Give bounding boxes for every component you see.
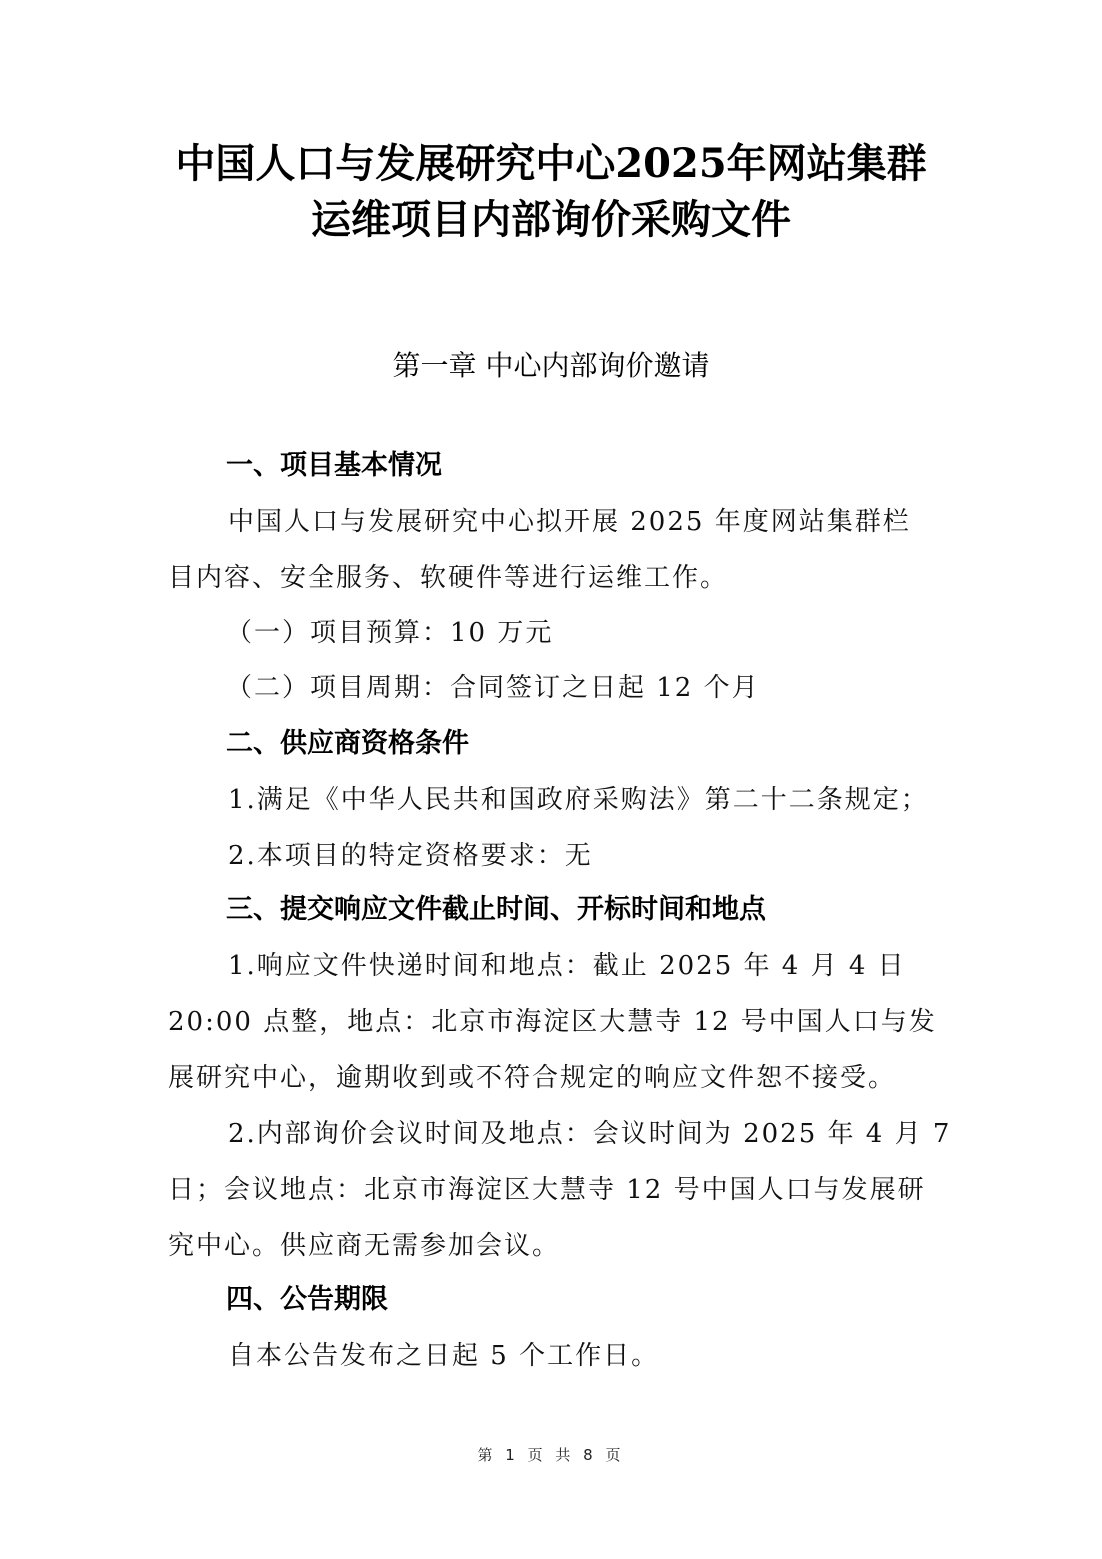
paragraph-line: 1.满足《中华人民共和国政府采购法》第二十二条规定；: [228, 785, 929, 815]
paragraph-line: 20:00 点整，地点：北京市海淀区大慧寺 12 号中国人口与发: [168, 1007, 937, 1037]
section-heading-4: 四、公告期限: [226, 1284, 388, 1315]
document-title-line-1: 中国人口与发展研究中心2025年网站集群: [175, 140, 927, 187]
section-heading-1: 一、项目基本情况: [226, 450, 442, 481]
paragraph-line: 1.响应文件快递时间和地点：截止 2025 年 4 月 4 日: [228, 951, 906, 981]
budget-line: （一）项目预算：10 万元: [226, 618, 554, 648]
chapter-heading: 第一章 中心内部询价邀请: [392, 349, 710, 382]
paragraph-line: 究中心。供应商无需参加会议。: [168, 1231, 561, 1261]
paragraph-line: 2.内部询价会议时间及地点：会议时间为 2025 年 4 月 7: [228, 1119, 952, 1149]
paragraph-line: 自本公告发布之日起 5 个工作日。: [228, 1341, 660, 1371]
paragraph-line: 目内容、安全服务、软硬件等进行运维工作。: [168, 563, 729, 593]
section-heading-3: 三、提交响应文件截止时间、开标时间和地点: [226, 894, 766, 925]
paragraph-line: 中国人口与发展研究中心拟开展 2025 年度网站集群栏: [228, 507, 911, 537]
section-heading-2: 二、供应商资格条件: [226, 728, 469, 759]
paragraph-line: 日；会议地点：北京市海淀区大慧寺 12 号中国人口与发展研: [168, 1175, 926, 1205]
paragraph-line: 2.本项目的特定资格要求：无: [228, 841, 593, 871]
period-line: （二）项目周期：合同签订之日起 12 个月: [226, 673, 760, 703]
page-number-footer: 第 1 页 共 8 页: [477, 1446, 625, 1464]
paragraph-line: 展研究中心，逾期收到或不符合规定的响应文件恕不接受。: [168, 1063, 897, 1093]
document-title-line-2: 运维项目内部询价采购文件: [311, 196, 791, 243]
